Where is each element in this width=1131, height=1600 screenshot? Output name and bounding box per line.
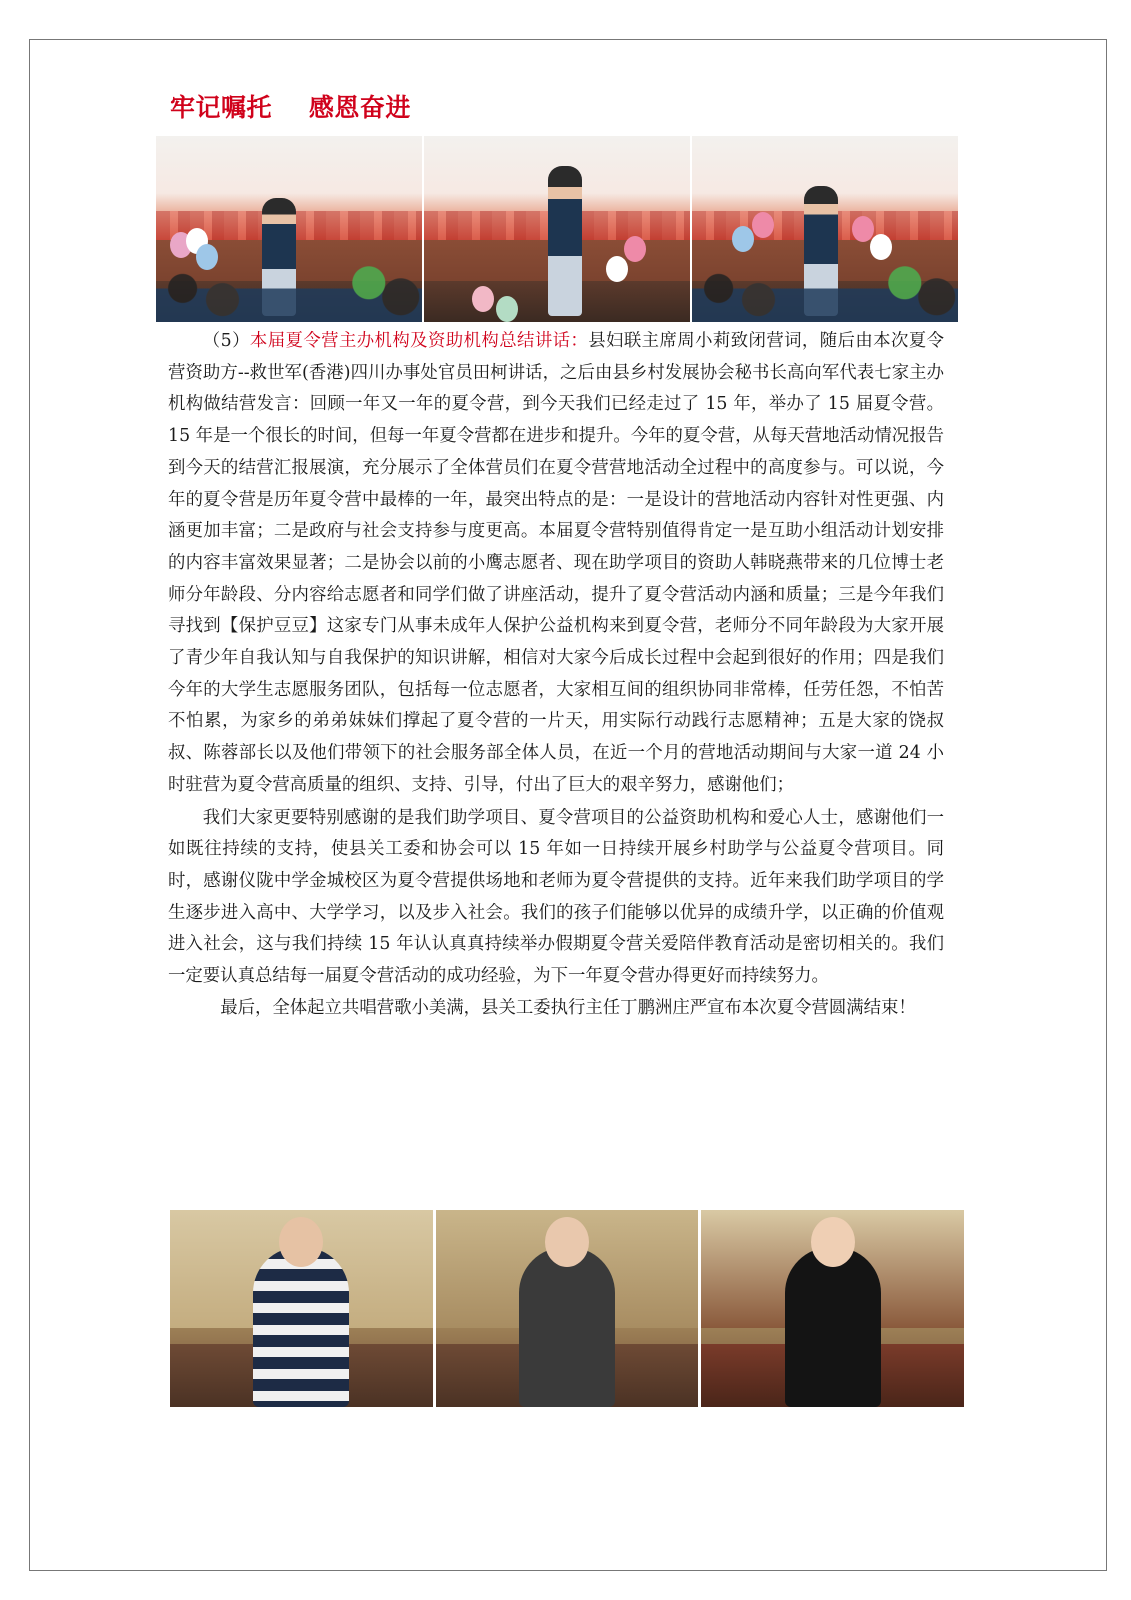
section-5-prefix: （5）: [202, 331, 250, 351]
speaker-photo-1: [170, 1210, 433, 1407]
speaker-photo-3: [701, 1210, 964, 1407]
closing-paragraph: 最后，全体起立共唱营歌小美满，县关工委执行主任丁鹏洲庄严宣布本次夏令营圆满结束！: [220, 997, 916, 1018]
stage-photo-3: [692, 136, 958, 322]
section-5-paragraph: [168, 326, 944, 802]
page-title: 牢记嘱托 感恩奋进: [170, 93, 411, 122]
section-5-heading: 本届夏令营主办机构及资助机构总结讲话：: [249, 331, 589, 351]
stage-photo-1: [156, 136, 422, 322]
thanks-paragraph: 我们大家更要特别感谢的是我们助学项目、夏令营项目的公益资助机构和爱心人士，感谢他们一如既往持续的支持，使县关工委和协会可以 15 年如一日持续开展乡村助学与公益夏令营项目。同时，感谢仪陇中学金城校区为夏令营提供场地和老师为夏令营提供的支持。近年来我们助学项目的学生逐步进入高中、大学学习，以及步入社会。我们的孩子们能够以优异的成绩升学，以正确的价值观进入社会，这与我们持续 15 年认认真真持续举办假期夏令营关爱陪伴教育活动是密切相关的。我们一定要认真总结每一届夏令营活动的成功经验，为下一年夏令营办得更好而持续努力。: [168, 807, 944, 987]
bottom-photo-strip: [170, 1210, 964, 1407]
body-text: [168, 326, 944, 1024]
stage-photo-2: [424, 136, 690, 322]
section-5-text: 县妇联主席周小莉致闭营词，随后由本次夏令营资助方--救世军(香港)四川办事处官员田柯讲话，之后由县乡村发展协会秘书长高向军代表七家主办机构做结营发言：回顾一年又一年的夏令营，到今天我们已经走过了 15 年，举办了 15 届夏令营。15 年是一个很长的时间，但每一年夏令营都在进步和提升。今年的夏令营，从每天营地活动情况报告到今天的结营汇报展演，充分展示了全体营员们在夏令营营地活动全过程中的高度参与。可以说，今年的夏令营是历年夏令营中最棒的一年，最突出特点的是：一是设计的营地活动内容针对性更强、内涵更加丰富；二是政府与社会支持参与度更高。本届夏令营特别值得肯定一是互助小组活动计划安排的内容丰富效果显著；二是协会以前的小鹰志愿者、现在助学项目的资助人韩晓燕带来的几位博士老师分年龄段、分内容给志愿者和同学们做了讲座活动，提升了夏令营活动内涵和质量；三是今年我们寻找到【保护豆豆】这家专门从事未成年人保护公益机构来到夏令营，老师分不同年龄段为大家开展了青少年自我认知与自我保护的知识讲解，相信对大家今后成长过程中会起到很好的作用；四是我们今年的大学生志愿服务团队，包括每一位志愿者，大家相互间的组织协同非常棒，任劳任怨，不怕苦不怕累，为家乡的弟弟妹妹们撑起了夏令营的一片天，用实际行动践行志愿精神；五是大家的饶叔叔、陈蓉部长以及他们带领下的社会服务部全体人员，在近一个月的营地活动期间与大家一道 24 小时驻营为夏令营高质量的组织、支持、引导，付出了巨大的艰辛努力，感谢他们；: [168, 331, 944, 795]
top-photo-strip: [156, 136, 958, 322]
speaker-photo-2: [436, 1210, 699, 1407]
